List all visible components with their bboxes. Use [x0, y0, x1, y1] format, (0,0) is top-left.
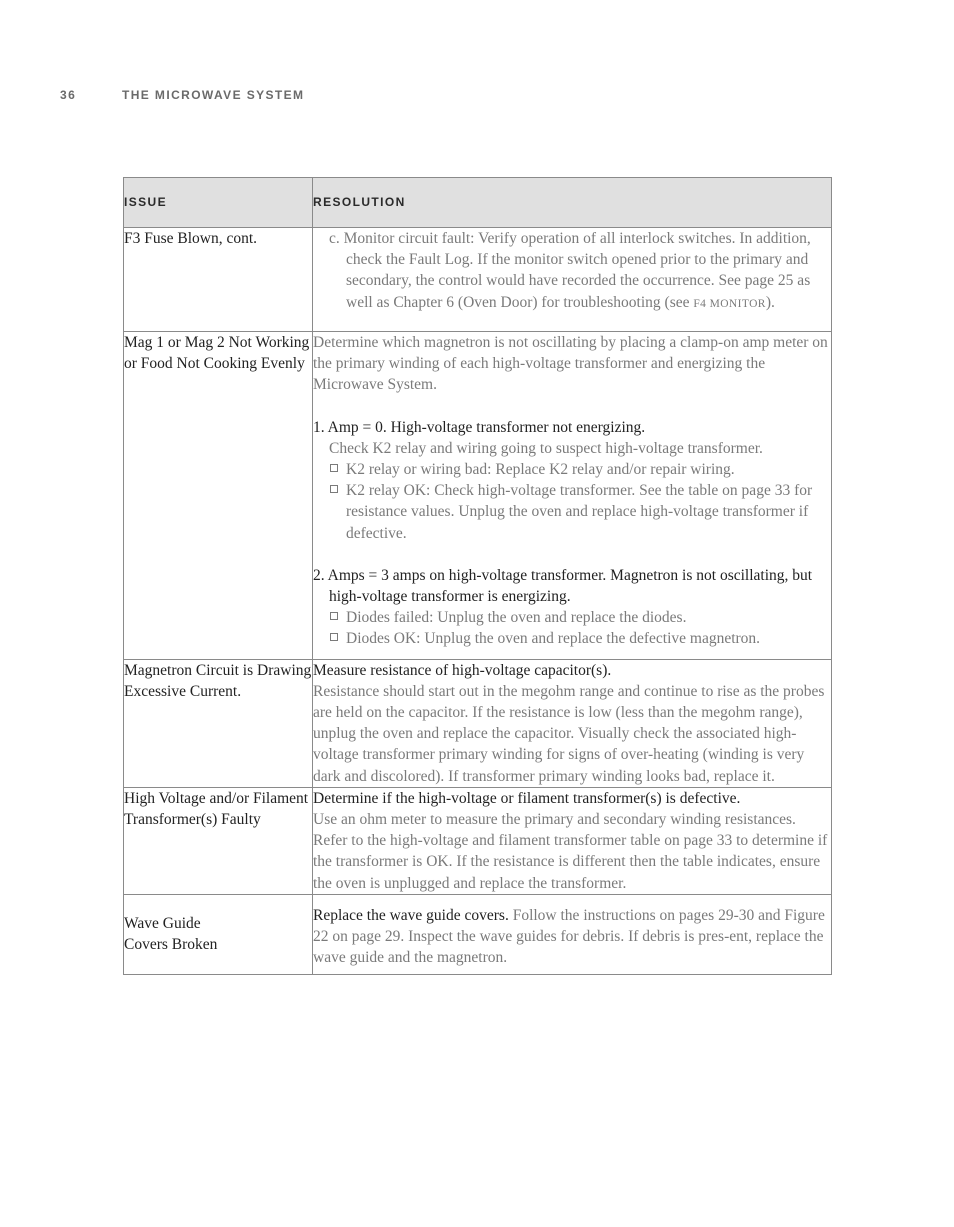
resolution-text: Use an ohm meter to measure the primary and secondary winding resistances. Refer to the high-voltage and filament transformer table on page 33 to determine if the transformer is OK. If the resistance is different then the table indicates, ensure the oven is unplugged and replace the transformer. — [313, 811, 828, 892]
list-item-text: Diodes failed: Unplug the oven and replace the diodes. — [346, 609, 687, 627]
issue-cell — [124, 894, 313, 975]
issue-cell: High Voltage and/or Filament Transformer(s) Faulty — [124, 787, 313, 894]
resolution-cell — [313, 332, 832, 660]
resolution-text: Follow the instructions on pages 29-30 and Figure 22 on page 29. Inspect the wave guides for debris. If debris is pres-ent, replace the wave guide and the magnetron. — [313, 906, 825, 967]
step-2 — [313, 565, 831, 650]
resolution-text: Resistance should start out in the megohm range and continue to rise as the probes are held on the capacitor. If the resistance is low (less than the megohm range), unplug the oven and replace the capacitor. Visually check the associated high-voltage transformer primary winding for signs of over-heating (winding is very dark and discolored). If transformer primary winding looks bad, replace it. — [313, 682, 825, 785]
resolution-cell — [313, 228, 832, 332]
step-1 — [313, 417, 831, 544]
issue-cell: Mag 1 or Mag 2 Not Working or Food Not Cooking Evenly — [124, 332, 313, 660]
list-item — [313, 480, 831, 544]
troubleshooting-table — [123, 177, 832, 975]
issue-cell: Magnetron Circuit is Drawing Excessive Current. — [124, 659, 313, 787]
resolution-text-end: ). — [765, 293, 775, 311]
list-item — [313, 607, 831, 628]
table-row — [124, 659, 832, 787]
resolution-cell — [313, 787, 832, 894]
resolution-text: c. Monitor circuit fault: Verify operation of all interlock switches. In addition, check the Fault Log. If the monitor switch opened prior to the primary and secondary, the control would have recorded the occurrence. See page 25 as well as Chapter 6 (Oven Door) for troubleshooting (see — [329, 230, 811, 311]
checkbox-bullet-icon — [330, 612, 338, 620]
step-1-bullets — [313, 459, 831, 544]
resolution-cell — [313, 659, 832, 787]
list-item — [313, 628, 831, 649]
checkbox-bullet-icon — [330, 633, 338, 641]
step-2-title: 2. Amps = 3 amps on high-voltage transformer. Magnetron is not oscillating, but high-voltage transformer is energizing. — [313, 566, 813, 606]
resolution-item-c — [313, 228, 831, 315]
table-row — [124, 894, 832, 975]
column-header-resolution: RESOLUTION — [313, 178, 832, 228]
running-head — [60, 88, 304, 102]
section-title: THE MICROWAVE SYSTEM — [122, 88, 305, 102]
column-header-issue: ISSUE — [124, 178, 313, 228]
checkbox-bullet-icon — [330, 464, 338, 472]
resolution-lead: Measure resistance of high-voltage capacitor(s). — [313, 661, 612, 679]
table-row — [124, 228, 832, 332]
table-header-row — [124, 178, 832, 228]
resolution-intro: Determine which magnetron is not oscillating by placing a clamp-on amp meter on the primary winding of each high-voltage transformer and energizing the Microwave System. — [313, 334, 828, 394]
page-number: 36 — [60, 88, 77, 102]
list-item-text: Diodes OK: Unplug the oven and replace the defective magnetron. — [346, 630, 761, 648]
table-row — [124, 332, 832, 660]
issue-line: Wave Guide — [124, 914, 201, 932]
resolution-cell — [313, 894, 832, 975]
issue-line: Covers Broken — [124, 936, 218, 954]
step-1-title: 1. Amp = 0. High-voltage transformer not energizing. — [313, 418, 646, 436]
list-item — [313, 459, 831, 480]
table-row — [124, 787, 832, 894]
step-1-text: Check K2 relay and wiring going to suspect high-voltage transformer. — [329, 439, 763, 457]
step-2-bullets — [313, 607, 831, 649]
list-item-text: K2 relay or wiring bad: Replace K2 relay and/or repair wiring. — [346, 461, 735, 479]
resolution-lead: Determine if the high-voltage or filament transformer(s) is defective. — [313, 789, 741, 807]
fault-code: F4 MONITOR — [693, 297, 766, 310]
issue-cell: F3 Fuse Blown, cont. — [124, 228, 313, 332]
list-item-text: K2 relay OK: Check high-voltage transformer. See the table on page 33 for resistance values. Unplug the oven and replace high-voltage transformer if defective. — [346, 482, 813, 542]
checkbox-bullet-icon — [330, 485, 338, 493]
resolution-lead: Replace the wave guide covers. — [313, 906, 509, 924]
